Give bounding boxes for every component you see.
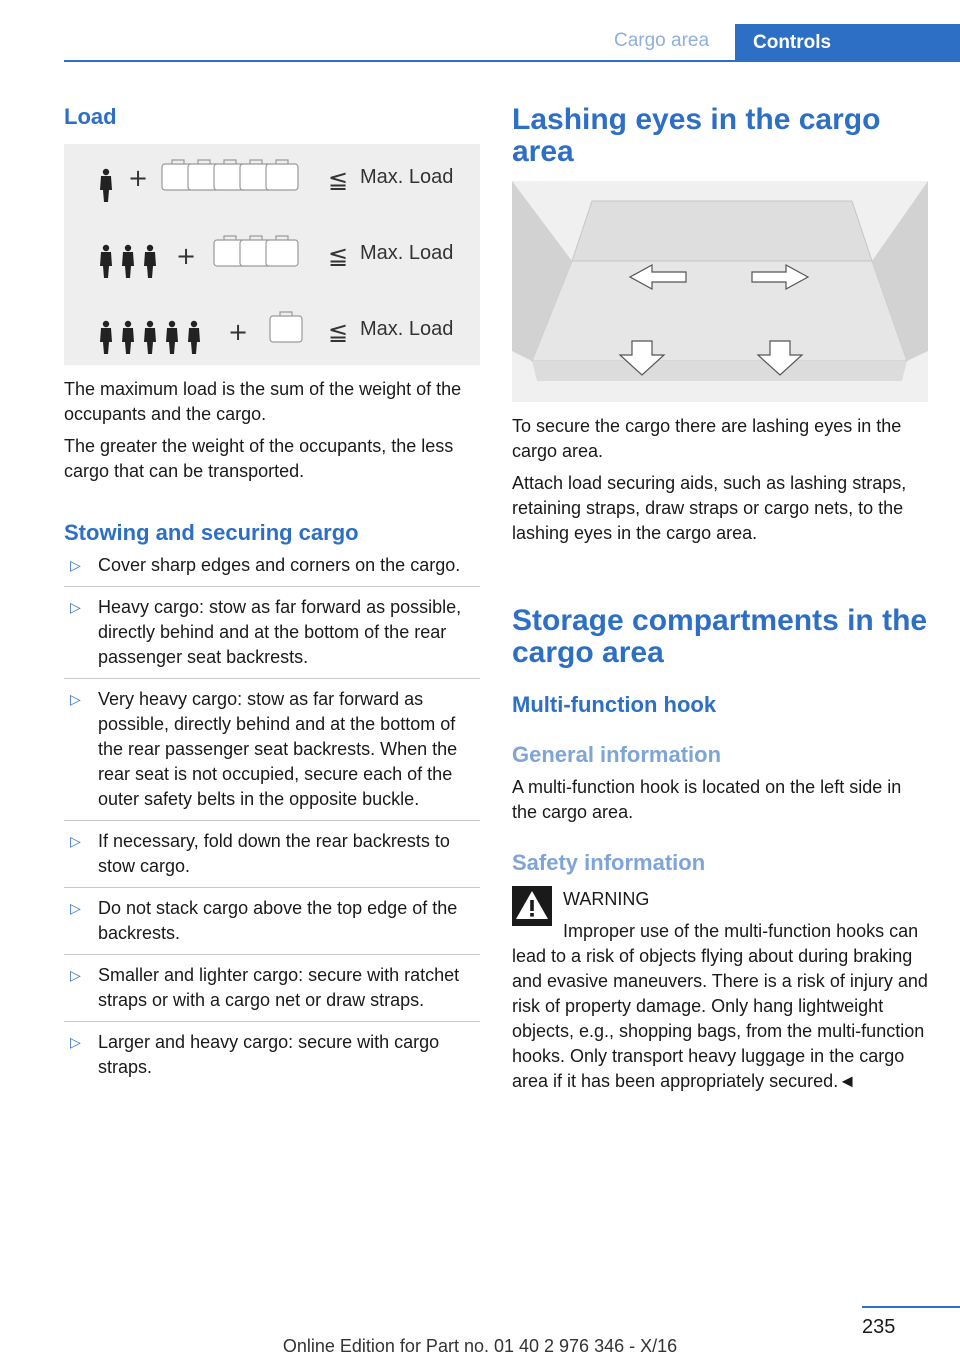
max-load-label-3: Max. Load (360, 318, 454, 340)
general-information-paragraph: A multi-function hook is located on the left side in the cargo area. (512, 777, 902, 822)
load-figure (64, 144, 480, 365)
footer-rule (862, 1306, 960, 1308)
lashing-paragraph-1: To secure the cargo there are lashing eyes in the cargo area. (512, 416, 902, 461)
triangle-bullet-icon: ▷ (70, 599, 81, 615)
edition-footer: Online Edition for Part no. 01 40 2 976 346 - X/16 (282, 1336, 678, 1356)
load-paragraph-2: The greater the weight of the occupants, the less cargo that can be transported. (64, 436, 454, 481)
triangle-bullet-icon: ▷ (70, 557, 81, 573)
list-item: ▷ Smaller and lighter cargo: secure with ratchet straps or with a cargo net or draw straps. (64, 963, 480, 1022)
multi-function-hook-heading: Multi-function hook (512, 692, 717, 717)
general-information-heading: General information (512, 742, 722, 767)
safety-information-heading: Safety information (512, 850, 706, 875)
load-heading: Load (64, 104, 117, 129)
header-section-title: Cargo area (614, 30, 710, 51)
triangle-bullet-icon: ▷ (70, 1034, 81, 1050)
svg-text:+: + (128, 164, 149, 192)
max-load-label-1: Max. Load (360, 166, 454, 188)
triangle-bullet-icon: ▷ (70, 900, 81, 916)
list-item: ▷ Heavy cargo: stow as far forward as possible, directly behind and at the bottom of the rear passenger seat backrests. (64, 595, 480, 679)
triangle-bullet-icon: ▷ (70, 691, 81, 707)
cargo-area-illustration (512, 181, 928, 402)
load-paragraph-1: The maximum load is the sum of the weight of the occupants and the cargo. (64, 379, 462, 424)
svg-text:≦: ≦ (328, 318, 349, 346)
svg-text:+: + (176, 242, 197, 270)
svg-text:+: + (228, 318, 249, 346)
triangle-bullet-icon: ▷ (70, 833, 81, 849)
storage-heading: Storage compartments in the cargo area (512, 604, 928, 669)
svg-text:≦: ≦ (328, 242, 349, 270)
warning-label: WARNING (563, 889, 650, 909)
list-item: ▷ Cover sharp edges and corners on the cargo. (64, 553, 480, 587)
triangle-bullet-icon: ▷ (70, 967, 81, 983)
svg-text:≦: ≦ (328, 166, 349, 194)
header-chapter-tab: Controls (735, 24, 960, 62)
list-item: ▷ Do not stack cargo above the top edge of the backrests. (64, 896, 480, 955)
lashing-paragraph-2: Attach load securing aids, such as lashing straps, retaining straps, draw straps or cargo nets, to the lashing eyes in the cargo area. (512, 473, 907, 543)
stowing-heading: Stowing and securing cargo (64, 520, 359, 545)
max-load-label-2: Max. Load (360, 242, 454, 264)
page-number: 235 (862, 1316, 896, 1338)
header-rule (64, 60, 960, 62)
list-item: ▷ Larger and heavy cargo: secure with cargo straps. (70, 1032, 440, 1077)
list-item: ▷ If necessary, fold down the rear backrests to stow cargo. (64, 829, 480, 888)
stowing-list (64, 553, 480, 1096)
cargo-area-photo (512, 181, 928, 402)
lashing-heading: Lashing eyes in the cargo area (512, 103, 881, 168)
list-item: ▷ Very heavy cargo: stow as far forward as possible, directly behind and at the bottom of the rear passenger seat backrests. When the rear seat is not occupied, secure each of the outer safety belts in the opposite buckle. (64, 687, 480, 821)
warning-text: Improper use of the multi-function hooks can lead to a risk of objects flying about during braking and evasive maneuvers. There is a risk of injury and risk of property damage. Only hang lightweight objects, e.g., shopping bags, from the multi-function hooks. Only transport heavy luggage in the cargo area if it has been appropriately secured.◄ (512, 921, 928, 1091)
